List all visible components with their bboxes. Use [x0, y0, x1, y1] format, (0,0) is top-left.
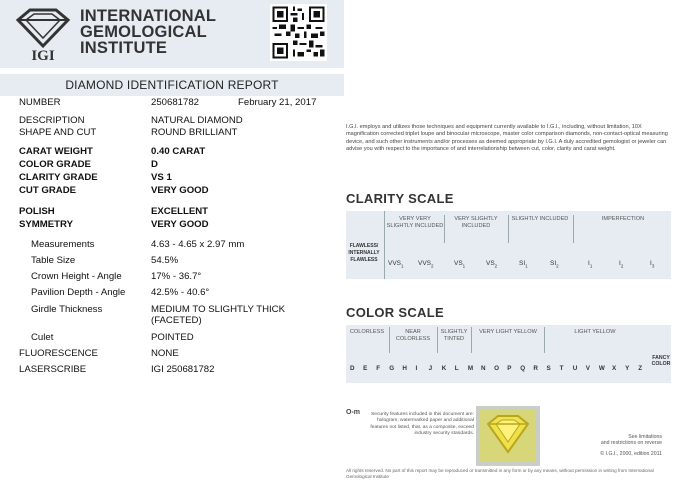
cut-value: VERY GOOD: [151, 185, 209, 196]
color-letter-l: L: [454, 365, 459, 372]
clarity-grade-vs2: $VS_2$: [486, 260, 498, 269]
org-line-2: GEMOLOGICAL: [80, 23, 207, 41]
crown-value: 17% - 36.7°: [151, 271, 202, 282]
report-header: [0, 0, 344, 68]
laserscribe-label: LASERSCRIBE: [19, 364, 87, 375]
color-letter-g: G: [389, 365, 395, 372]
date-value: February 21, 2017: [238, 97, 317, 108]
color-letter-z: Z: [638, 365, 643, 372]
security-features: [346, 400, 671, 468]
clarity-scale-title: CLARITY SCALE: [346, 191, 454, 206]
pavilion-label: Pavilion Depth - Angle: [31, 287, 126, 298]
clarity-group-si: SLIGHTLY INCLUDED: [511, 216, 569, 222]
color-letter-k: K: [441, 365, 447, 372]
color-group-colorless: COLORLESS: [349, 329, 385, 335]
description-label: DESCRIPTION: [19, 115, 85, 126]
limitations-text: [582, 434, 662, 457]
org-line-1: INTERNATIONAL: [80, 7, 217, 25]
carat-value: 0.40 CARAT: [151, 146, 206, 157]
report-title: DIAMOND IDENTIFICATION REPORT: [0, 74, 344, 96]
girdle-value-2: (FACETED): [151, 315, 202, 326]
report-right-panel: [346, 0, 683, 493]
description-value: NATURAL DIAMOND: [151, 115, 243, 126]
color-letter-w: W: [598, 365, 605, 372]
hologram-icon: [476, 406, 540, 466]
clarity-grade-si2: $SI_2$: [550, 260, 559, 269]
color-letter-f: F: [376, 365, 381, 372]
color-letter-t: T: [559, 365, 564, 372]
qr-code-icon[interactable]: [270, 4, 327, 61]
pavilion-value: 42.5% - 40.6°: [151, 287, 210, 298]
color-fancy-label: FANCY COLOR: [651, 355, 671, 368]
logo-text: IGI: [31, 48, 55, 62]
clarity-grade-vvs1: $VVS_1$: [388, 260, 404, 269]
shape-value: ROUND BRILLIANT: [151, 127, 238, 138]
limitations-line-2: and restrictions on reverse: [600, 440, 662, 447]
color-letter-i: I: [415, 365, 418, 372]
measurements-label: Measurements: [31, 239, 95, 250]
clarity-group-vs: VERY SLIGHTLY INCLUDED: [454, 216, 498, 229]
color-value: D: [151, 159, 158, 170]
institute-name: [80, 8, 216, 56]
intro-paragraph: I.G.I. employs and utilizes those techniques and equipment currently available to I.G.I., including, without limitation, 10X magnification corrected triplet loupe and binocular microscope, master color comparison diamonds, non-contact-optical measuring device, and such other instruments and/or processes as deemed appropriate by I.G.I. A duly accredited gemologist or jeweler can advise you with respect to the importance of and interrelationship between cut, color, clarity and carat weight.: [346, 124, 668, 152]
color-label: COLOR GRADE: [19, 159, 91, 170]
clarity-group-i: IMPERFECTION: [601, 216, 645, 222]
polish-value: EXCELLENT: [151, 206, 209, 217]
color-letter-m: M: [467, 365, 474, 372]
color-letter-v: V: [585, 365, 590, 372]
fluorescence-label: FLUORESCENCE: [19, 348, 98, 359]
color-group-very-light-yellow: VERY LIGHT YELLOW: [479, 329, 537, 335]
security-text: Security features included in this document are: hologram, watermarked paper and additional features not listed, that, as a composite, exceed industry security standards.: [370, 412, 474, 436]
clarity-grade-i1: $I_1$: [588, 260, 593, 269]
org-line-3: INSTITUTE: [80, 39, 168, 57]
color-letter-h: H: [402, 365, 407, 372]
edition-text: © I.G.I., 2000, edition 2011: [600, 450, 662, 457]
color-letter-d: D: [350, 365, 355, 372]
culet-value: POINTED: [151, 332, 194, 343]
color-letter-x: X: [612, 365, 617, 372]
color-letter-o: O: [494, 365, 499, 372]
color-group-slightly-tinted: SLIGHTLY TINTED: [440, 329, 468, 342]
color-letter-r: R: [533, 365, 538, 372]
color-letter-y: Y: [625, 365, 630, 372]
color-group-light-yellow: LIGHT YELLOW: [574, 329, 616, 335]
limitations-line-1: See limitations: [628, 434, 662, 440]
clarity-grade-si1: $SI_1$: [519, 260, 528, 269]
clarity-group-vvs: VERY VERY SLIGHTLY INCLUDED: [386, 216, 444, 229]
girdle-value-1: MEDIUM TO SLIGHTLY THICK: [151, 304, 285, 315]
clarity-value: VS 1: [151, 172, 172, 183]
fluorescence-value: NONE: [151, 348, 179, 359]
color-letter-n: N: [481, 365, 486, 372]
color-scale-title: COLOR SCALE: [346, 305, 444, 320]
symmetry-value: VERY GOOD: [151, 219, 209, 230]
color-group-near-colorless: NEAR COLORLESS: [395, 329, 431, 342]
color-letter-s: S: [546, 365, 551, 372]
polish-label: POLISH: [19, 206, 55, 217]
clarity-grade-vvs2: $VVS_2$: [418, 260, 434, 269]
laserscribe-value: IGI 250681782: [151, 364, 215, 375]
igi-diamond-logo-icon: [14, 6, 72, 62]
clarity-flawless-label: FLAWLESS/ INTERNALLY FLAWLESS: [348, 243, 380, 263]
color-letter-e: E: [363, 365, 368, 372]
crown-label: Crown Height - Angle: [31, 271, 122, 282]
clarity-label: CLARITY GRADE: [19, 172, 98, 183]
color-letter-q: Q: [520, 365, 526, 372]
symmetry-label: SYMMETRY: [19, 219, 74, 230]
color-letter-j: J: [428, 365, 433, 372]
table-value: 54.5%: [151, 255, 179, 266]
key-icon: O-m: [346, 409, 360, 416]
table-label: Table Size: [31, 255, 76, 266]
shape-label: SHAPE AND CUT: [19, 127, 97, 138]
measurements-value: 4.63 - 4.65 x 2.97 mm: [151, 239, 245, 250]
copyright-notice: All rights reserved. No part of this report may be reproduced or transmitted in any form or by any means, without permission in writing from International Gemological Institute: [346, 468, 654, 479]
color-letter-u: U: [572, 365, 578, 372]
clarity-grade-vs1: $VS_1$: [454, 260, 466, 269]
cut-label: CUT GRADE: [19, 185, 77, 196]
clarity-scale: [346, 211, 671, 279]
clarity-grade-i2: $I_2$: [619, 260, 624, 269]
carat-label: CARAT WEIGHT: [19, 146, 93, 157]
color-scale: [346, 325, 671, 383]
clarity-grade-i3: $I_3$: [650, 260, 655, 269]
number-value: 250681782: [151, 97, 200, 108]
number-label: NUMBER: [19, 97, 61, 108]
girdle-label: Girdle Thickness: [31, 304, 103, 315]
culet-label: Culet: [31, 332, 54, 343]
color-letter-p: P: [507, 365, 512, 372]
